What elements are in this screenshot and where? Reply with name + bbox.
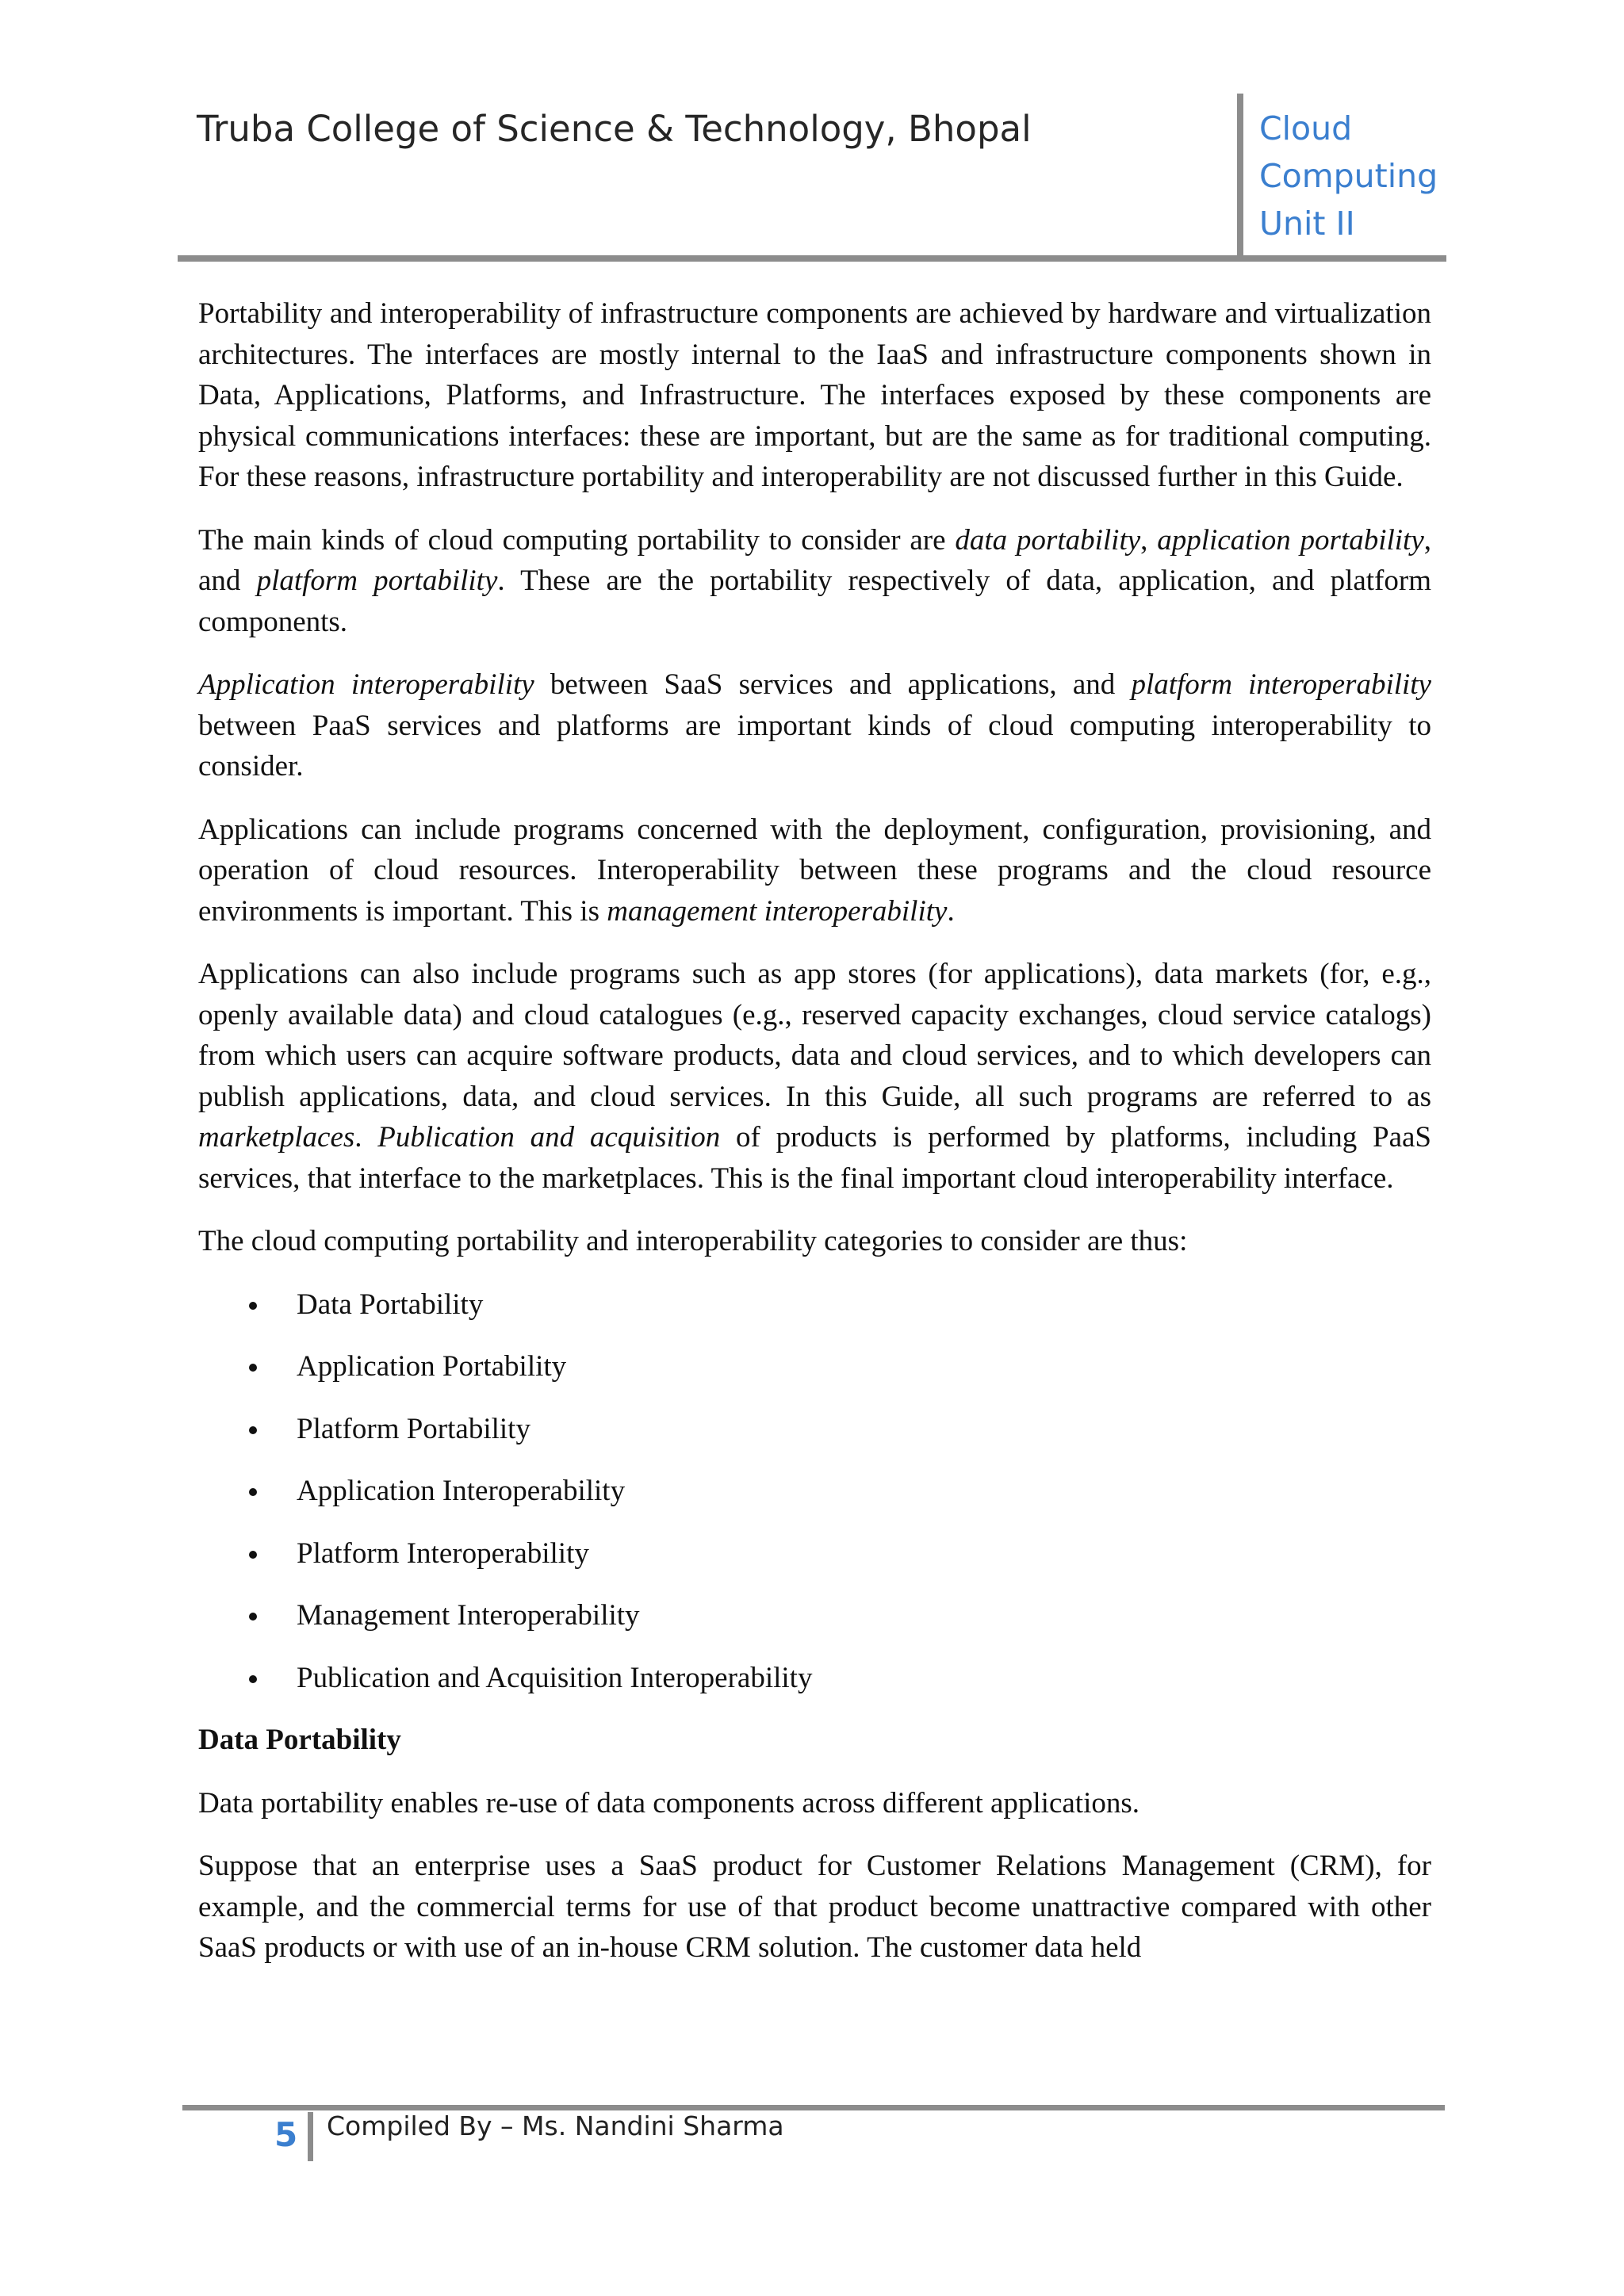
- paragraph: [198, 809, 1431, 932]
- category-list: [198, 1284, 1431, 1698]
- bullet-icon: [249, 1488, 257, 1496]
- emphasis: Application interoperability: [198, 668, 534, 701]
- text-run: ,: [1140, 523, 1158, 557]
- header-subject-line: Cloud: [1259, 109, 1353, 147]
- header-subject-line: Computing: [1259, 157, 1438, 195]
- bullet-icon: [249, 1364, 257, 1372]
- text-run: .: [354, 1121, 378, 1154]
- text-run: Applications can also include programs such as app stores (for applications), data markets (for, e.g., openly available data) and cloud catalogues (e.g., reserved capacity exchanges, cloud service catalogs) from which users can acquire software products, data and cloud services, and to which developers can publish applications, data, and cloud services. In this Guide, all such programs are referred to as: [198, 958, 1431, 1113]
- paragraph: [198, 520, 1431, 643]
- list-item-label: Data Portability: [297, 1288, 484, 1321]
- list-item: [198, 1409, 1431, 1449]
- header-subject: [1259, 105, 1438, 247]
- list-item-label: Platform Interoperability: [297, 1536, 589, 1570]
- paragraph: Suppose that an enterprise uses a SaaS product for Customer Relations Management (CRM), for example, and the commercial terms for use of that product become unattractive compared with other SaaS products or with use of an in-house CRM solution. The customer data held: [198, 1850, 1431, 1964]
- list-item: [198, 1471, 1431, 1511]
- emphasis: Publication and acquisition: [377, 1121, 721, 1154]
- paragraph: [198, 954, 1431, 1199]
- section-heading: Data Portability: [198, 1724, 401, 1756]
- header-institution: Truba College of Science & Technology, Bhopal: [197, 108, 1032, 150]
- paragraph: Portability and interoperability of infrastructure components are achieved by hardware and virtualization architectures. The interfaces are mostly internal to the IaaS and infrastructure components shown in Data, Applications, Platforms, and Infrastructure. The interfaces exposed by these components are physical communications interfaces: these are important, but are the same as for traditional computing. For these reasons, infrastructure portability and interoperability are not discussed further in this Guide.: [198, 297, 1431, 493]
- bullet-icon: [249, 1675, 257, 1683]
- list-item: [198, 1533, 1431, 1574]
- footer-divider-vertical: [308, 2112, 313, 2161]
- footer-credit: Compiled By – Ms. Nandini Sharma: [327, 2110, 784, 2141]
- header-rule: [178, 255, 1446, 262]
- document-body: [198, 293, 1431, 1991]
- bullet-icon: [249, 1426, 257, 1434]
- emphasis: platform interoperability: [1131, 668, 1431, 701]
- list-item: [198, 1658, 1431, 1698]
- list-item-label: Application Interoperability: [297, 1475, 626, 1507]
- list-item: [198, 1346, 1431, 1387]
- emphasis: platform portability: [256, 564, 498, 597]
- emphasis: application portability: [1157, 523, 1424, 557]
- list-item-label: Application Portability: [297, 1350, 567, 1383]
- text-run: between SaaS services and applications, and: [534, 668, 1132, 701]
- paragraph: The cloud computing portability and interoperability categories to consider are thus:: [198, 1225, 1188, 1257]
- bullet-icon: [249, 1551, 257, 1559]
- paragraph: Data portability enables re-use of data components across different applications.: [198, 1786, 1140, 1820]
- text-run: The main kinds of cloud computing portability to consider are: [198, 523, 956, 557]
- footer-rule: [182, 2105, 1445, 2110]
- text-run: , and: [198, 523, 1432, 597]
- emphasis: management interoperability: [607, 894, 948, 928]
- paragraph: [198, 664, 1431, 787]
- text-run: .: [947, 894, 955, 928]
- emphasis: data portability: [955, 523, 1141, 557]
- bullet-icon: [249, 1613, 257, 1621]
- header-subject-line: Unit II: [1259, 205, 1355, 243]
- list-item: [198, 1284, 1431, 1325]
- bullet-icon: [249, 1302, 257, 1310]
- emphasis: marketplaces: [198, 1121, 355, 1154]
- text-run: Applications can include programs concerned with the deployment, configuration, provisioning, and operation of cloud resources. Interoperability between these programs and the cloud resource environments is important. This is: [198, 813, 1431, 928]
- page-number: 5: [274, 2115, 298, 2154]
- list-item-label: Publication and Acquisition Interoperability: [297, 1661, 813, 1694]
- list-item: [198, 1595, 1431, 1636]
- header-divider-vertical: [1237, 94, 1243, 257]
- text-run: between PaaS services and platforms are important kinds of cloud computing interoperability to consider.: [198, 709, 1431, 783]
- text-run: of products is performed by platforms, including PaaS services, that interface to the marketplaces. This is the final important cloud interoperability interface.: [198, 1121, 1431, 1195]
- text-run: . These are the portability respectively of data, application, and platform components.: [198, 564, 1431, 638]
- list-item-label: Management Interoperability: [297, 1599, 640, 1632]
- list-item-label: Platform Portability: [297, 1412, 530, 1445]
